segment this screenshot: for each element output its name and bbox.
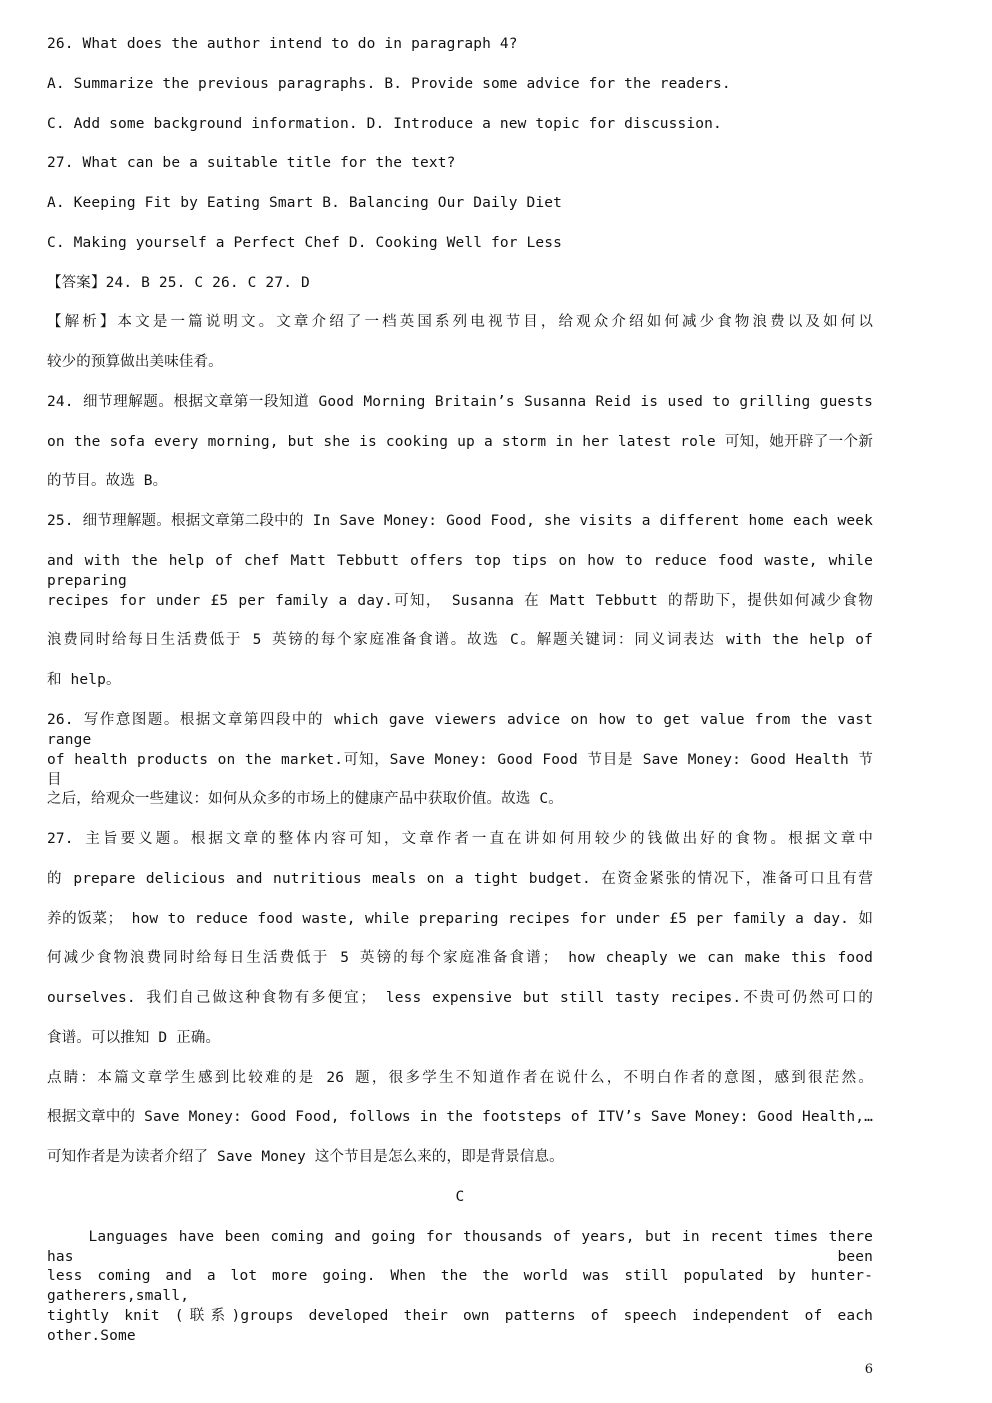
explanation-27-line-4: 何减少食物浪费同时给每日生活费低于 5 英镑的每个家庭准备食谱； how cheaply we can make this food bbox=[47, 950, 873, 966]
explanation-26-line-1: 26. 写作意图题。根据文章第四段中的 which gave viewers advice on how to get value from the vast range bbox=[47, 712, 873, 748]
question-27-options-cd: C. Making yourself a Perfect Chef D. Cooking Well for Less bbox=[47, 235, 563, 251]
passage-line-2: less coming and a lot more going. When the the world was still populated by hunter-gatherers,small, bbox=[47, 1268, 873, 1304]
page-number: 6 bbox=[864, 1362, 873, 1377]
question-27-stem: 27. What can be a suitable title for the text? bbox=[47, 155, 456, 171]
analysis-line-2: 较少的预算做出美味佳肴。 bbox=[47, 354, 223, 370]
explanation-25-line-5: 和 help。 bbox=[47, 672, 121, 688]
explanation-25-line-4: 浪费同时给每日生活费低于 5 英镑的每个家庭准备食谱。故选 C。解题关键词：同义词表达 with the help of bbox=[47, 632, 873, 648]
explanation-26-line-3: 之后，给观众一些建议：如何从众多的市场上的健康产品中获取价值。故选 C。 bbox=[47, 791, 563, 807]
explanation-27-line-5: ourselves. 我们自己做这种食物有多便宜； less expensive but still tasty recipes.不贵可仍然可口的 bbox=[47, 990, 873, 1006]
tip-line-1: 点睛：本篇文章学生感到比较难的是 26 题，很多学生不知道作者在说什么，不明白作者的意图，感到很茫然。 bbox=[47, 1070, 873, 1086]
question-26-options-ab: A. Summarize the previous paragraphs. B. Provide some advice for the readers. bbox=[47, 76, 731, 92]
explanation-25-line-2: and with the help of chef Matt Tebbutt offers top tips on how to reduce food waste, while preparing bbox=[47, 553, 873, 589]
passage-line-3: tightly knit (联系)groups developed their own patterns of speech independent of each other.Some bbox=[47, 1308, 873, 1344]
passage-line-1: Languages have been coming and going for thousands of years, but in recent times there has been bbox=[47, 1229, 882, 1265]
explanation-27-line-6: 食谱。可以推知 D 正确。 bbox=[47, 1030, 221, 1046]
explanation-25-line-1: 25. 细节理解题。根据文章第二段中的 In Save Money: Good Food, she visits a different home each week bbox=[47, 513, 873, 529]
analysis-line-1: 【解析】本文是一篇说明文。文章介绍了一档英国系列电视节目，给观众介绍如何减少食物浪费以及如何以 bbox=[47, 314, 873, 330]
tip-line-2: 根据文章中的 Save Money: Good Food, follows in the footsteps of ITV’s Save Money: Good Health,… bbox=[47, 1109, 873, 1125]
question-26-options-cd: C. Add some background information. D. Introduce a new topic for discussion. bbox=[47, 116, 722, 132]
explanation-27-line-3: 养的饭菜； how to reduce food waste, while preparing recipes for under £5 per family a day. 如 bbox=[47, 911, 873, 927]
explanation-24-line-1: 24. 细节理解题。根据文章第一段知道 Good Morning Britain’s Susanna Reid is used to grilling guests bbox=[47, 394, 873, 410]
explanation-26-line-2: of health products on the market.可知，Save Money: Good Food 节目是 Save Money: Good Health 节目 bbox=[47, 752, 873, 788]
explanation-25-line-3: recipes for under £5 per family a day.可知， Susanna 在 Matt Tebbutt 的帮助下，提供如何减少食物 bbox=[47, 593, 873, 609]
explanation-27-line-2: 的 prepare delicious and nutritious meals on a tight budget. 在资金紧张的情况下，准备可口且有营 bbox=[47, 871, 873, 887]
explanation-24-line-3: 的节目。故选 B。 bbox=[47, 473, 168, 489]
question-27-options-ab: A. Keeping Fit by Eating Smart B. Balancing Our Daily Diet bbox=[47, 195, 563, 211]
explanation-24-line-2: on the sofa every morning, but she is cooking up a storm in her latest role 可知，她开辟了一个新 bbox=[47, 434, 873, 450]
section-heading: C bbox=[455, 1189, 465, 1205]
question-26-stem: 26. What does the author intend to do in paragraph 4? bbox=[47, 36, 518, 52]
explanation-27-line-1: 27. 主旨要义题。根据文章的整体内容可知，文章作者一直在讲如何用较少的钱做出好的食物。根据文章中 bbox=[47, 831, 873, 847]
tip-line-3: 可知作者是为读者介绍了 Save Money 这个节目是怎么来的，即是背景信息。 bbox=[47, 1149, 564, 1165]
answer-key: 【答案】24. B 25. C 26. C 27. D bbox=[47, 275, 310, 291]
